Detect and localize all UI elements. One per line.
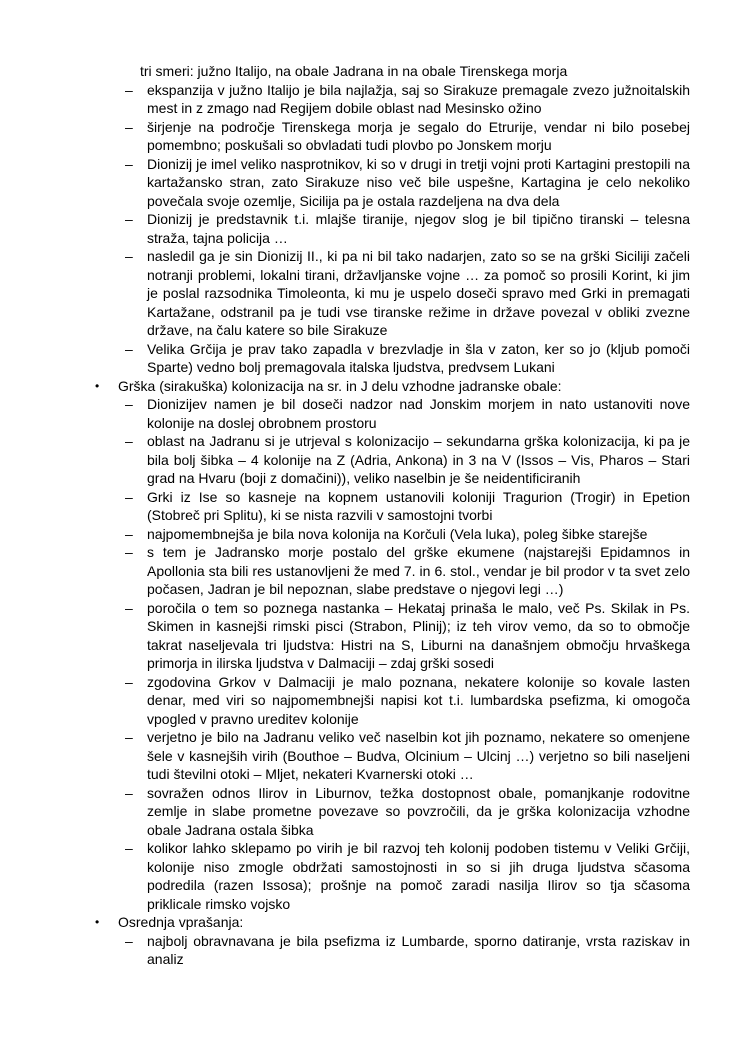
list-item-text: verjetno je bilo na Jadranu veliko več naselbin kot jih poznamo, nekatere so omenjene šele v kasnejših virih (Bouthoe – Budva, Olcinium – Ulcinj …) verjetno so bili naseljeni tudi številni otoki – Mljet, nekateri Kvarnerski otoki … bbox=[147, 729, 690, 782]
section-heading-row bbox=[0, 377, 690, 396]
list-item-text: Dionizij je imel veliko nasprotnikov, ki so v drugi in tretji vojni proti Kartagini prestopili na kartažansko stran, zato Sirakuze niso več bile uspešne, Kartagina je celo nekoliko povečala svoje ozemlje, Sicilija pa je ostala razdeljena na dva dela bbox=[147, 155, 690, 209]
list-item-text: sovražen odnos Ilirov in Liburnov, težka dostopnost obale, pomanjkanje rodovitne zemlje in slabe prometne povezave so povzročili, da je grška kolonizacija vzhodne obale Jadrana ostala šibka bbox=[147, 784, 690, 838]
list-item bbox=[0, 340, 690, 377]
list-item bbox=[0, 432, 690, 488]
list-item bbox=[0, 210, 690, 247]
list-item-text: Grki iz Ise so kasneje na kopnem ustanovili koloniji Tragurion (Trogir) in Epetion (Stobreč pri Splitu), ki se nista razvili v samostojni tvorbi bbox=[147, 488, 690, 523]
section-heading-row bbox=[0, 913, 690, 932]
list-item bbox=[0, 673, 690, 729]
list-item bbox=[0, 932, 690, 969]
list-item-text: najbolj obravnavana je bila psefizma iz Lumbarde, sporno datiranje, vrsta raziskav in analiz bbox=[147, 932, 690, 967]
dash-icon: – bbox=[125, 340, 133, 357]
paragraph-continuation: tri smeri: južno Italijo, na obale Jadrana in na obale Tirenskega morja bbox=[140, 63, 568, 79]
dash-icon: – bbox=[125, 673, 133, 690]
dash-icon: – bbox=[125, 544, 133, 560]
dash-icon: – bbox=[125, 932, 133, 949]
list-item-text: nasledil ga je sin Dionizij II., ki pa ni bil tako nadarjen, zato so se na grški Siciliji začeli notranji problemi, lokalni tirani, državljanske vojne … za pomoč so prosili Korint, ki jim je poslal razsodnika Timoleonta, ki mu je uspelo doseči spravo med Grki in premagati Kartažane, odstranil pa je tudi vse tiranske režime in države povezal v obliki zvezne države, na čalu katere so bile Sirakuze bbox=[147, 248, 690, 338]
dash-icon: – bbox=[125, 488, 133, 505]
section-heading: Osrednja vprašanja: bbox=[118, 914, 244, 930]
list-item-text: ekspanzija v južno Italijo je bila najlažja, saj so Sirakuze premagale zvezo južnoitalskih mest in z zmago nad Regijem dobile oblast nad Mesinsko ožino bbox=[147, 81, 690, 116]
list-item bbox=[0, 155, 690, 211]
dash-icon: – bbox=[125, 396, 133, 412]
list-item-text: kolikor lahko sklepamo po virih je bil razvoj teh kolonij podoben tistemu v Veliki Grčiji, kolonije niso zmogle obdržati samostojnosti in so si jih druga ljudstva sčasoma podredila (razen Issosa); prošnje na pomoč zaradi nasilja Ilirov so tja sčasoma priklicale rimsko vojsko bbox=[147, 840, 690, 912]
dash-icon: – bbox=[125, 840, 133, 856]
dash-icon: – bbox=[125, 248, 133, 264]
list-item bbox=[0, 118, 690, 155]
list-item bbox=[0, 525, 690, 544]
section-heading: Grška (sirakuška) kolonizacija na sr. in J delu vzhodne jadranske obale: bbox=[118, 377, 562, 394]
list-item bbox=[0, 395, 690, 432]
list-item bbox=[0, 728, 690, 784]
list-item bbox=[0, 839, 690, 913]
list-item-text: oblast na Jadranu si je utrjeval s kolonizacijo – sekundarna grška kolonizacija, ki pa je bila bolj šibka – 4 kolonije na Z (Adria, Ankona) in 3 na V (Issos – Vis, Pharos – Stari grad na Hvaru (boji z domačini)), veliko naselbin je še neidentificiranih bbox=[147, 433, 690, 486]
document-content bbox=[0, 62, 750, 969]
list-item bbox=[0, 784, 690, 840]
list-item-text: Dionizij je predstavnik t.i. mlajše tiranije, njegov slog je bil tipično tiranski – telesna straža, tajna policija … bbox=[147, 211, 690, 246]
list-item-text: zgodovina Grkov v Dalmaciji je malo poznana, nekatere kolonije so kovale lasten denar, med viri so najpomembnejši napisi kot t.i. lumbardska psefizma, ki omogoča vpogled v pravno ureditev kolonije bbox=[147, 673, 690, 727]
list-item bbox=[0, 599, 690, 673]
list-item bbox=[0, 543, 690, 599]
list-item-text: poročila o tem so poznega nastanka – Hekataj prinaša le malo, več Ps. Skilak in Ps. Skimen in kasnejši rimski pisci (Strabon, Plinij); iz teh virov vemo, da so to območje takrat naseljevala tri ljudstva: Histri na S, Liburni na današnjem območju hrvaškega primorja in ilirska ljudstva v Dalmaciji – zdaj grški sosedi bbox=[147, 599, 690, 671]
list-item bbox=[0, 488, 690, 525]
dash-icon: – bbox=[125, 599, 133, 616]
bullet-icon: • bbox=[95, 915, 100, 929]
dash-icon: – bbox=[125, 155, 133, 172]
bullet-icon: • bbox=[95, 378, 100, 393]
dash-icon: – bbox=[125, 211, 133, 227]
dash-icon: – bbox=[125, 729, 133, 745]
list-item-text: Velika Grčija je prav tako zapadla v brezvladje in šla v zaton, ker so jo (kljub pomoči Sparte) vedno bolj premagovala italska ljudstva, predvsem Lukani bbox=[147, 340, 690, 375]
list-item bbox=[0, 81, 690, 118]
dash-icon: – bbox=[125, 784, 133, 801]
list-item-text: s tem je Jadransko morje postalo del grške ekumene (najstarejši Epidamnos in Apollonia sta bili res ustanovljeni že med 7. in 6. stol., vendar je bil prodor v ta svet zelo počasen, Jadran je bil nepoznan, slabe predstave o njegovi legi …) bbox=[147, 544, 690, 597]
dash-icon: – bbox=[125, 118, 133, 135]
list-item-text: najpomembnejša je bila nova kolonija na Korčuli (Vela luka), poleg šibke starejše bbox=[147, 525, 648, 542]
list-item-text: Dionizijev namen je bil doseči nadzor nad Jonskim morjem in nato ustanoviti nove kolonije na doslej obrobnem prostoru bbox=[147, 396, 690, 431]
dash-icon: – bbox=[125, 525, 133, 542]
dash-icon: – bbox=[125, 81, 133, 98]
list-item bbox=[0, 247, 690, 340]
list-item-text: širjenje na področje Tirenskega morja je segalo do Etrurije, vendar ni bilo posebej pomembno; poskušali so obvladati tudi plovbo po Jonskem morju bbox=[147, 118, 690, 153]
dash-icon: – bbox=[125, 433, 133, 449]
